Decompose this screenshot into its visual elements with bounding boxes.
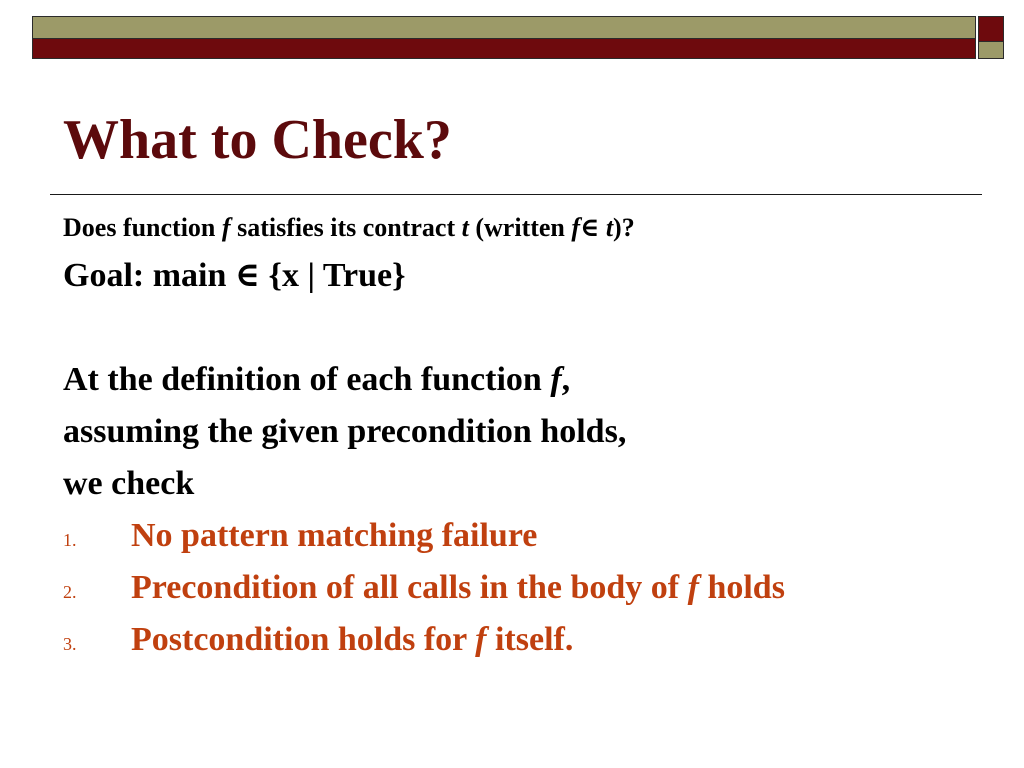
body-line-3: we check — [63, 465, 195, 502]
list-item: 3. Postcondition holds for f itself. — [63, 614, 983, 666]
goal-line: Goal: main ∈ {x | True} — [63, 257, 406, 294]
list-number: 1. — [63, 530, 77, 550]
slide-title: What to Check? — [63, 109, 452, 171]
list-item: 1. No pattern matching failure — [63, 510, 983, 562]
header-bar-olive — [32, 16, 976, 39]
header-square-maroon — [978, 16, 1004, 42]
spacer — [63, 302, 983, 354]
list-number: 2. — [63, 582, 77, 602]
body-line-1: At the definition of each function f, — [63, 361, 571, 398]
list-number: 3. — [63, 634, 77, 654]
body-line-2: assuming the given precondition holds, — [63, 413, 627, 450]
slide-body — [63, 206, 983, 666]
list-item: 2. Precondition of all calls in the body of f holds — [63, 562, 983, 614]
title-divider — [50, 194, 982, 195]
contract-question: Does function f satisfies its contract t (written f∈ t)? — [63, 213, 635, 242]
header-square-olive — [978, 42, 1004, 59]
header-bar-maroon — [32, 39, 976, 59]
